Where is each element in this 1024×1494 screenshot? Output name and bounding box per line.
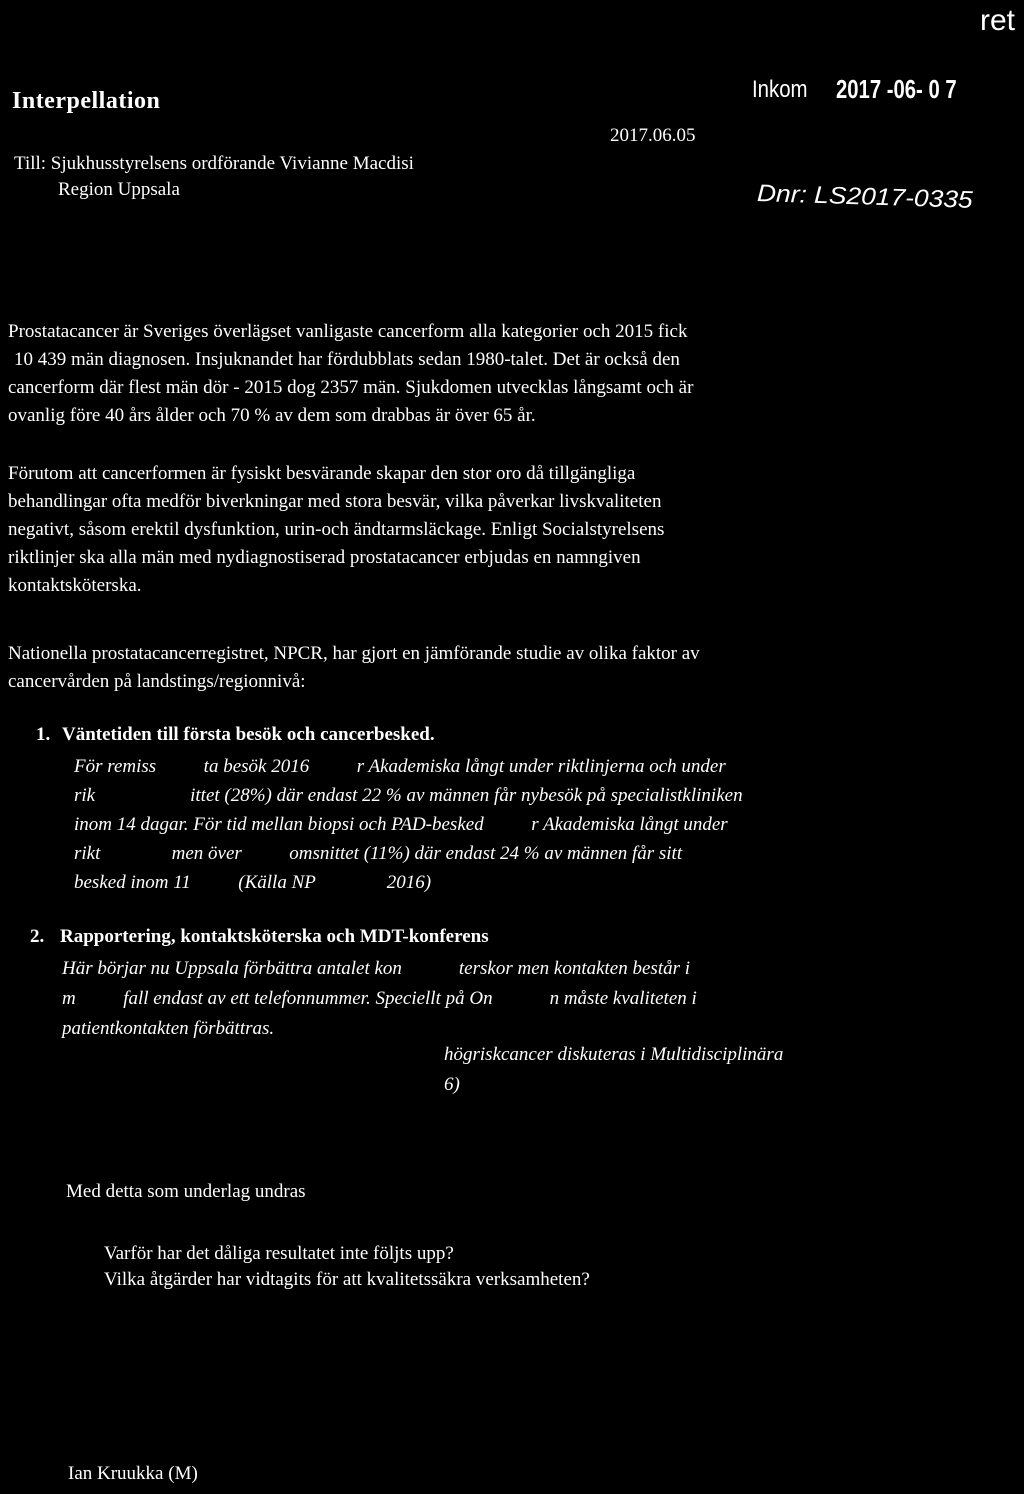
stamp-corner-text: ret: [980, 4, 1016, 37]
document-date: 2017.06.05: [610, 125, 696, 146]
list-item-2-extra-line-2: 6): [444, 1074, 460, 1095]
paragraph-npcr: [8, 640, 700, 696]
paragraph-line: kontaktsköterska.: [8, 575, 142, 596]
list-item-line: m fall endast av ett telefonnummer. Speciellt på On n måste kvaliteten i: [62, 988, 697, 1009]
recipient-line-1: Till: Sjukhusstyrelsens ordförande Vivianne Macdisi: [14, 153, 414, 174]
received-date: 2017 -06- 0 7: [836, 74, 957, 104]
list-item-2-heading: Rapportering, kontaktsköterska och MDT-konferens: [60, 926, 489, 947]
received-label: Inkom: [752, 76, 808, 103]
list-item-1-number: 1.: [36, 724, 51, 745]
questions-intro: Med detta som underlag undras: [66, 1181, 306, 1202]
list-item-line: Här börjar nu Uppsala förbättra antalet kon terskor men kontakten består i: [62, 958, 691, 979]
paragraph-line: ovanlig före 40 års ålder och 70 % av dem som drabbas är över 65 år.: [8, 405, 536, 426]
paragraph-line: riktlinjer ska alla män med nydiagnostiserad prostatacancer erbjudas en namngiven: [8, 547, 641, 568]
list-item-1-text: [74, 752, 743, 897]
paragraph-prostate-stats: [8, 318, 693, 430]
signature: Ian Kruukka (M): [68, 1463, 198, 1484]
list-item-2-number: 2.: [30, 926, 45, 947]
list-item-line: För remiss ta besök 2016 r Akademiska långt under riktlinjerna och under: [74, 756, 726, 777]
list-item-line: rikt men över omsnittet (11%) där endast 24 % av männen får sitt: [74, 843, 683, 864]
list-item-line: patientkontakten förbättras.: [62, 1018, 275, 1039]
paragraph-line: cancervården på landstings/regionnivå:: [8, 671, 306, 692]
list-item-line: inom 14 dagar. För tid mellan biopsi och PAD-besked r Akademiska långt under: [74, 814, 728, 835]
paragraph-line: behandlingar ofta medför biverkningar med stora besvär, vilka påverkar livskvaliteten: [8, 491, 662, 512]
list-item-1-heading: Väntetiden till första besök och cancerbesked.: [62, 724, 435, 745]
paragraph-line: Förutom att cancerformen är fysiskt besvärande skapar den stor oro då tillgängliga: [8, 463, 636, 484]
question-2: Vilka åtgärder har vidtagits för att kvalitetssäkra verksamheten?: [104, 1269, 590, 1290]
paragraph-line: Nationella prostatacancerregistret, NPCR, har gjort en jämförande studie av olika faktor av: [8, 643, 700, 664]
registration-number: Dnr: LS2017-0335: [756, 180, 974, 214]
paragraph-side-effects: [8, 460, 664, 600]
list-item-line: besked inom 11 (Källa NP 2016): [74, 872, 432, 893]
recipient-line-2: Region Uppsala: [58, 179, 180, 200]
document-title: Interpellation: [12, 88, 161, 114]
question-1: Varför har det dåliga resultatet inte följts upp?: [104, 1243, 454, 1264]
paragraph-line: 10 439 män diagnosen. Insjuknandet har fördubblats sedan 1980-talet. Det är också den: [14, 349, 680, 370]
list-item-2-extra-line-1: högriskcancer diskuteras i Multidisciplinära: [444, 1044, 784, 1065]
paragraph-line: negativt, såsom erektil dysfunktion, urin-och ändtarmsläckage. Enligt Socialstyrelsens: [8, 519, 665, 540]
list-item-line: rik ittet (28%) där endast 22 % av männen får nybesök på specialistkliniken: [74, 785, 743, 806]
paragraph-line: cancerform där flest män dör - 2015 dog 2357 män. Sjukdomen utvecklas långsamt och är: [8, 377, 694, 398]
paragraph-line: Prostatacancer är Sveriges överlägset vanligaste cancerform alla kategorier och 2015 fick: [8, 321, 688, 342]
list-item-2-text: [62, 954, 697, 1044]
